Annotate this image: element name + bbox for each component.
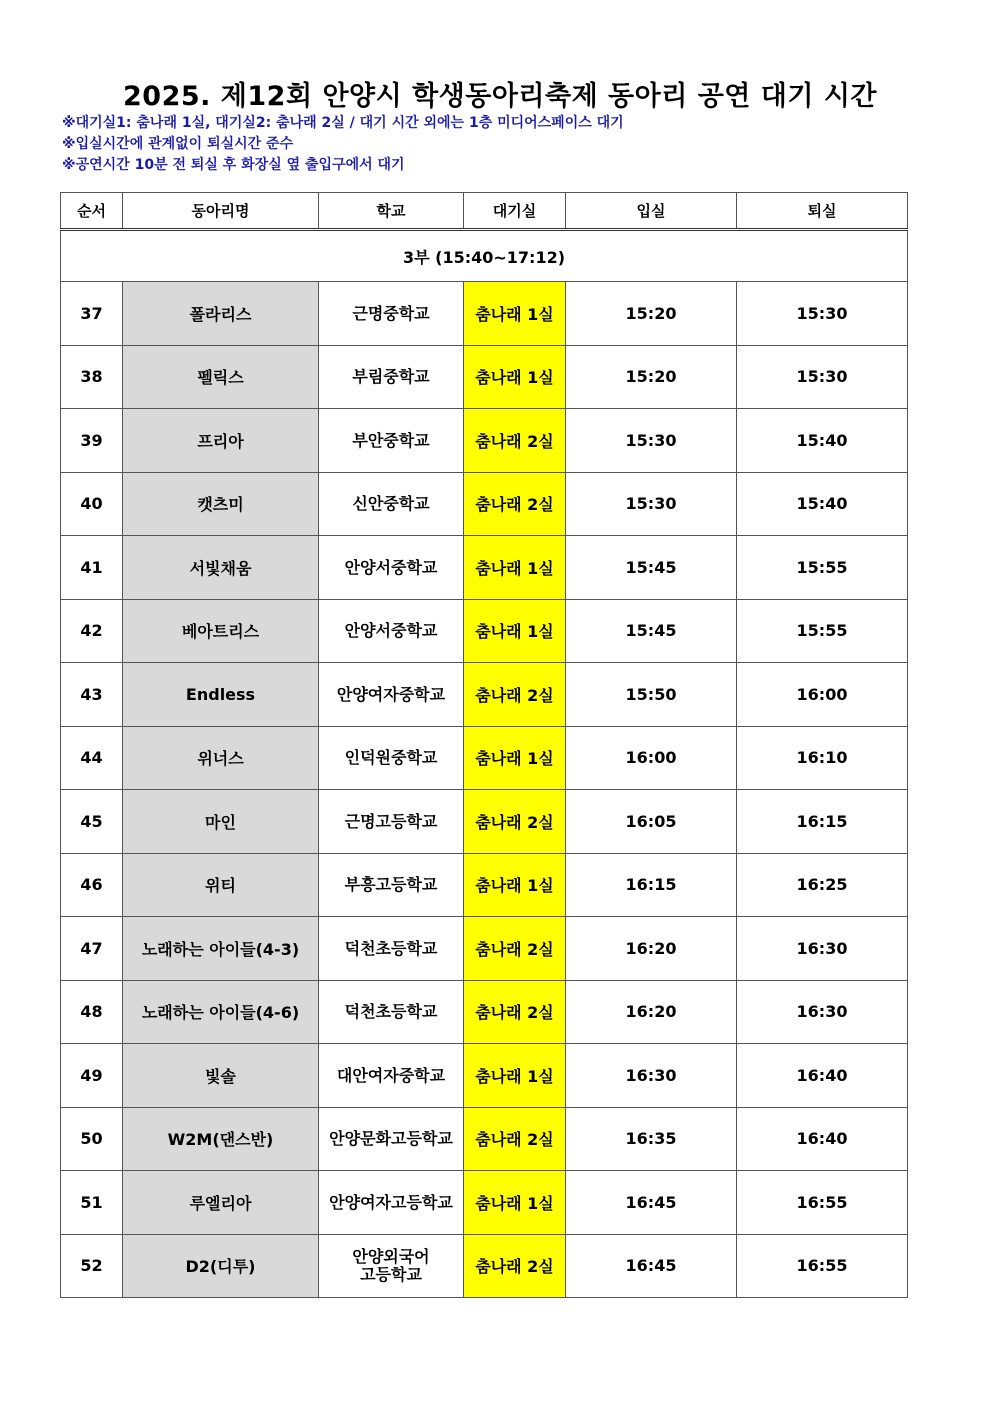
header-order: 순서 xyxy=(61,193,123,230)
room-cell: 춤나래 1실 xyxy=(464,536,566,600)
room-cell: 춤나래 1실 xyxy=(464,853,566,917)
exit-time-cell: 16:55 xyxy=(737,1234,908,1298)
school-cell xyxy=(319,599,464,663)
exit-time-cell: 16:25 xyxy=(737,853,908,917)
exit-time-cell: 16:10 xyxy=(737,726,908,790)
school-name: 부림중학교 xyxy=(352,367,430,387)
school-cell xyxy=(319,1234,464,1298)
school-cell xyxy=(319,1171,464,1235)
exit-time-cell: 16:30 xyxy=(737,917,908,981)
room-cell: 춤나래 2실 xyxy=(464,980,566,1044)
room-cell: 춤나래 1실 xyxy=(464,726,566,790)
exit-time-cell: 16:30 xyxy=(737,980,908,1044)
header-club: 동아리명 xyxy=(123,193,319,230)
page-title: 2025. 제12회 안양시 학생동아리축제 동아리 공연 대기 시간 xyxy=(123,81,877,112)
club-cell: W2M(댄스반) xyxy=(123,1107,319,1171)
exit-time-cell: 16:40 xyxy=(737,1044,908,1108)
entry-time-cell: 15:20 xyxy=(566,345,737,409)
entry-time-cell: 16:30 xyxy=(566,1044,737,1108)
note-exit-time: ※입실시간에 관계없이 퇴실시간 준수 xyxy=(62,136,294,152)
order-cell: 46 xyxy=(61,853,123,917)
table-row xyxy=(61,1234,908,1298)
table-row xyxy=(61,345,908,409)
club-cell: 위티 xyxy=(123,853,319,917)
order-cell: 45 xyxy=(61,790,123,854)
entry-time-cell: 16:15 xyxy=(566,853,737,917)
school-name: 안양여자고등학교 xyxy=(329,1192,453,1212)
order-cell: 51 xyxy=(61,1171,123,1235)
club-cell: 프리아 xyxy=(123,409,319,473)
club-cell: 펠릭스 xyxy=(123,345,319,409)
school-name: 안양여자중학교 xyxy=(336,684,446,704)
school-cell xyxy=(319,917,464,981)
table-row xyxy=(61,282,908,346)
schedule-table xyxy=(60,192,908,1298)
header-entry: 입실 xyxy=(566,193,737,230)
school-cell xyxy=(319,853,464,917)
school-cell xyxy=(319,1107,464,1171)
entry-time-cell: 16:20 xyxy=(566,980,737,1044)
club-cell: 캣츠미 xyxy=(123,472,319,536)
table-row xyxy=(61,409,908,473)
entry-time-cell: 16:00 xyxy=(566,726,737,790)
club-cell: 노래하는 아이들(4-6) xyxy=(123,980,319,1044)
order-cell: 43 xyxy=(61,663,123,727)
school-cell xyxy=(319,663,464,727)
order-cell: 37 xyxy=(61,282,123,346)
school-name: 안양문화고등학교 xyxy=(329,1129,453,1149)
school-name: 근명중학교 xyxy=(352,303,430,323)
school-name: 안양서중학교 xyxy=(344,557,438,577)
note-pre-performance: ※공연시간 10분 전 퇴실 후 화장실 옆 출입구에서 대기 xyxy=(62,157,405,173)
entry-time-cell: 15:50 xyxy=(566,663,737,727)
table-row xyxy=(61,536,908,600)
entry-time-cell: 15:20 xyxy=(566,282,737,346)
exit-time-cell: 15:30 xyxy=(737,282,908,346)
entry-time-cell: 16:45 xyxy=(566,1234,737,1298)
order-cell: 49 xyxy=(61,1044,123,1108)
room-cell: 춤나래 1실 xyxy=(464,345,566,409)
exit-time-cell: 15:40 xyxy=(737,409,908,473)
school-name: 덕천초등학교 xyxy=(344,938,438,958)
header-exit: 퇴실 xyxy=(737,193,908,230)
school-name: 대안여자중학교 xyxy=(336,1065,446,1085)
order-cell: 41 xyxy=(61,536,123,600)
entry-time-cell: 15:45 xyxy=(566,599,737,663)
club-cell: 서빛채움 xyxy=(123,536,319,600)
header-school: 학교 xyxy=(319,193,464,230)
header-row xyxy=(61,193,908,230)
room-cell: 춤나래 2실 xyxy=(464,663,566,727)
club-cell: 루엘리아 xyxy=(123,1171,319,1235)
club-cell: 노래하는 아이들(4-3) xyxy=(123,917,319,981)
order-cell: 38 xyxy=(61,345,123,409)
entry-time-cell: 16:45 xyxy=(566,1171,737,1235)
table-row xyxy=(61,1171,908,1235)
entry-time-cell: 16:35 xyxy=(566,1107,737,1171)
table-row xyxy=(61,472,908,536)
school-cell xyxy=(319,345,464,409)
school-name: 안양외국어 고등학교 xyxy=(352,1246,430,1284)
school-name: 덕천초등학교 xyxy=(344,1002,438,1022)
school-cell xyxy=(319,536,464,600)
table-row xyxy=(61,599,908,663)
club-cell: 위너스 xyxy=(123,726,319,790)
notes xyxy=(62,113,624,176)
entry-time-cell: 16:20 xyxy=(566,917,737,981)
table-row xyxy=(61,663,908,727)
school-name: 안양서중학교 xyxy=(344,621,438,641)
note-waiting-rooms: ※대기실1: 춤나래 1실, 대기실2: 춤나래 2실 / 대기 시간 외에는 1층 미디어스페이스 대기 xyxy=(62,115,624,131)
club-cell: Endless xyxy=(123,663,319,727)
entry-time-cell: 15:45 xyxy=(566,536,737,600)
exit-time-cell: 16:55 xyxy=(737,1171,908,1235)
table-row xyxy=(61,726,908,790)
exit-time-cell: 15:55 xyxy=(737,599,908,663)
room-cell: 춤나래 2실 xyxy=(464,409,566,473)
exit-time-cell: 16:15 xyxy=(737,790,908,854)
order-cell: 48 xyxy=(61,980,123,1044)
club-cell: 빛솔 xyxy=(123,1044,319,1108)
table-row xyxy=(61,980,908,1044)
exit-time-cell: 16:00 xyxy=(737,663,908,727)
club-cell: 폴라리스 xyxy=(123,282,319,346)
room-cell: 춤나래 1실 xyxy=(464,1044,566,1108)
school-name: 부흥고등학교 xyxy=(344,875,438,895)
room-cell: 춤나래 1실 xyxy=(464,282,566,346)
school-name: 부안중학교 xyxy=(352,430,430,450)
school-name: 근명고등학교 xyxy=(344,811,438,831)
entry-time-cell: 15:30 xyxy=(566,472,737,536)
header-room: 대기실 xyxy=(464,193,566,230)
club-cell: D2(디투) xyxy=(123,1234,319,1298)
school-cell xyxy=(319,726,464,790)
table-row xyxy=(61,853,908,917)
room-cell: 춤나래 2실 xyxy=(464,472,566,536)
order-cell: 52 xyxy=(61,1234,123,1298)
club-cell: 베아트리스 xyxy=(123,599,319,663)
table-row xyxy=(61,1044,908,1108)
school-cell xyxy=(319,409,464,473)
order-cell: 50 xyxy=(61,1107,123,1171)
order-cell: 40 xyxy=(61,472,123,536)
room-cell: 춤나래 1실 xyxy=(464,599,566,663)
table-row xyxy=(61,1107,908,1171)
entry-time-cell: 15:30 xyxy=(566,409,737,473)
exit-time-cell: 15:55 xyxy=(737,536,908,600)
school-cell xyxy=(319,980,464,1044)
section-label: 3부 (15:40~17:12) xyxy=(61,230,908,282)
room-cell: 춤나래 2실 xyxy=(464,917,566,981)
school-name: 신안중학교 xyxy=(352,494,430,514)
room-cell: 춤나래 2실 xyxy=(464,790,566,854)
room-cell: 춤나래 2실 xyxy=(464,1107,566,1171)
order-cell: 39 xyxy=(61,409,123,473)
school-cell xyxy=(319,790,464,854)
school-cell xyxy=(319,472,464,536)
school-cell xyxy=(319,282,464,346)
school-name: 인덕원중학교 xyxy=(344,748,438,768)
table-row xyxy=(61,917,908,981)
entry-time-cell: 16:05 xyxy=(566,790,737,854)
exit-time-cell: 16:40 xyxy=(737,1107,908,1171)
exit-time-cell: 15:40 xyxy=(737,472,908,536)
exit-time-cell: 15:30 xyxy=(737,345,908,409)
table-row xyxy=(61,790,908,854)
order-cell: 42 xyxy=(61,599,123,663)
room-cell: 춤나래 1실 xyxy=(464,1171,566,1235)
room-cell: 춤나래 2실 xyxy=(464,1234,566,1298)
order-cell: 44 xyxy=(61,726,123,790)
school-cell xyxy=(319,1044,464,1108)
club-cell: 마인 xyxy=(123,790,319,854)
section-row xyxy=(61,230,908,282)
order-cell: 47 xyxy=(61,917,123,981)
